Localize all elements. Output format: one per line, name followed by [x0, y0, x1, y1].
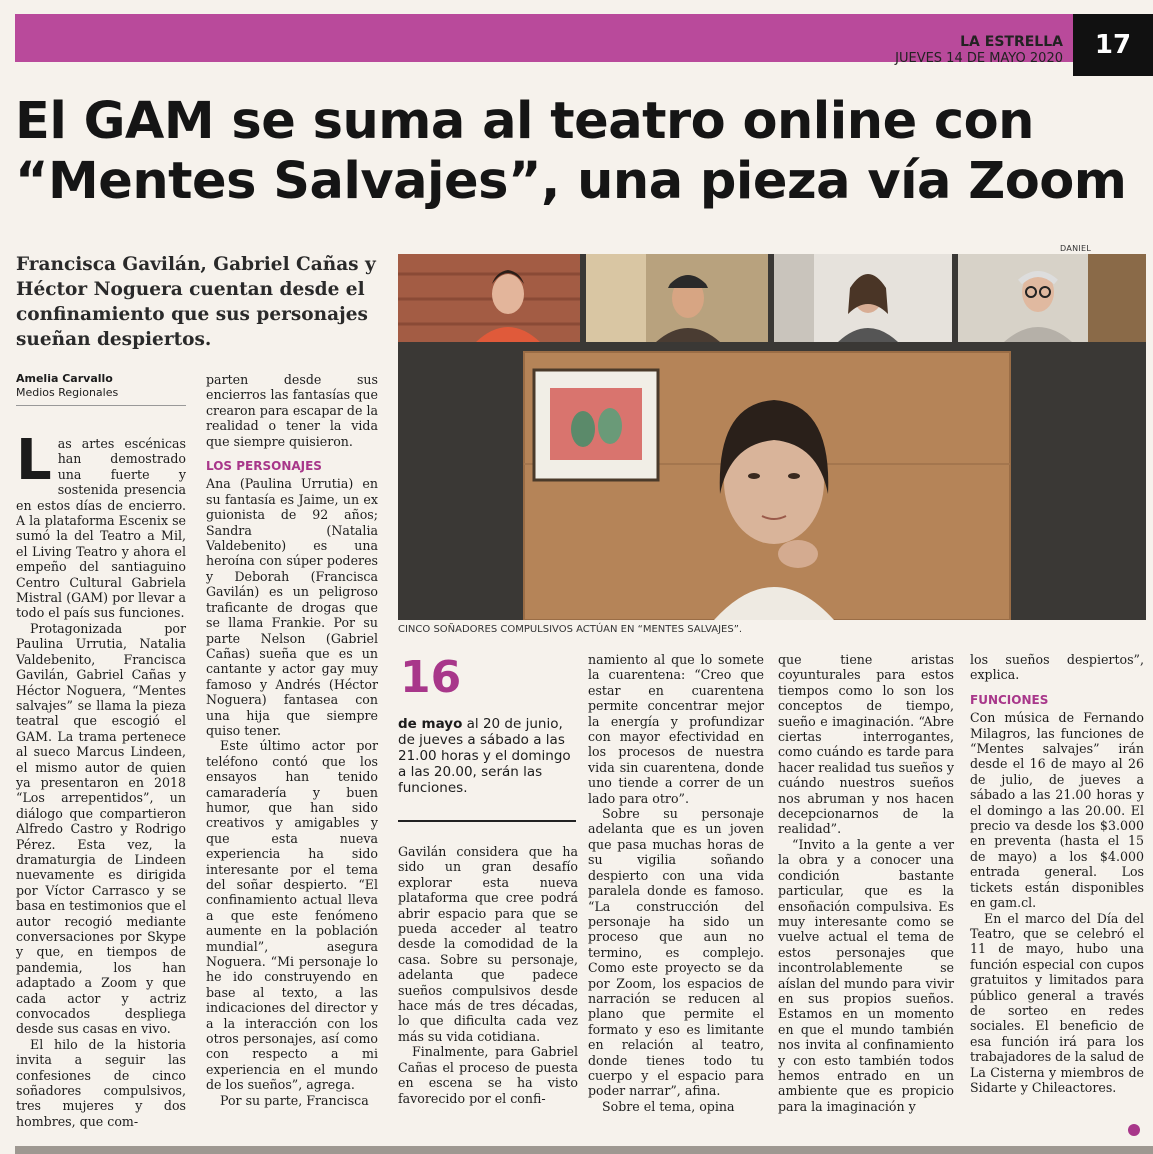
headline	[15, 92, 1145, 212]
paragraph: “Invito a la gente a ver la obra y a conocer una condición bastante particular, que es la ensoñación compulsiva. Es muy interesante como se vuelve actual el tema de estos personajes que incontrolablemente se aíslan del mundo para vivir en sus propios sueños. Estamos en un momento en que el mundo también nos invita al confinamiento y con esto también todos hemos entrado en un ambiente que es propicio para la imaginación y	[778, 836, 954, 1114]
highlight-text: de mayo al 20 de junio, de jueves a sábado a las 21.00 horas y el domingo a las 20.00, serán las funciones.	[398, 716, 571, 796]
column-2	[206, 372, 378, 1108]
column-4	[588, 652, 764, 1114]
paragraph: Gavilán considera que ha sido un gran desafío explorar esta nueva plataforma que cree podrá abrir espacio para que se pueda acceder al teatro desde la comodidad de la casa. Sobre su personaje, adelanta que padece sueños compulsivos desde hace más de tres décadas, lo que dificulta cada vez más su vida cotidiana.	[398, 844, 578, 1044]
paragraph: Sobre su personaje adelanta que es un joven que pasa muchas horas de su vigilia soñando despierto con una vida paralela donde es famoso. “La construcción del personaje ha sido un proceso que aun no termino, es complejo. Como este proyecto se da por Zoom, los espacios de narración se reducen al plano que permite el formato y eso es limitante en relación al teatro, donde tienes todo tu cuerpo y el espacio para poder narrar”, afina.	[588, 806, 764, 1099]
paragraph: Este último actor por teléfono contó que los ensayos han tenido camaradería y buen humor, que han sido creativos y amigables y que esta nueva experiencia ha sido interesante por el tema del soñar despierto. “El confinamiento actual lleva a que este fenómeno aumente en la población mundial”, asegura Noguera. “Mi personaje lo he ido construyendo en base al texto, a las indicaciones del director y a la interacción con los otros personajes, así como con respecto a mi experiencia en el mundo de los sueños”, agrega.	[206, 738, 378, 1093]
paragraph: los sueños despiertos”, explica.	[970, 652, 1144, 683]
author-outlet: Medios Regionales	[16, 386, 119, 399]
subhead: Francisca Gavilán, Gabriel Cañas y Héctor Noguera cuentan desde el confinamiento que sus personajes sueñan despiertos.	[16, 254, 376, 350]
footer-bar	[15, 1146, 1153, 1154]
section-heading-funciones: FUNCIONES	[970, 692, 1049, 707]
paragraph: El hilo de la historia invita a seguir las confesiones de cinco soñadores compulsivos, tres mujeres y dos hombres, que com-	[16, 1036, 186, 1129]
byline	[16, 372, 118, 400]
byline-divider	[16, 405, 186, 406]
paragraph: En el marco del Día del Teatro, que se celebró el 11 de mayo, hubo una función especial con cupos gratuitos y limitados para público general a través de sorteo en redes sociales. El beneficio de esa función irá para los trabajadores de la salud de La Cisterna y miembros de Sidarte y Chileactores.	[970, 910, 1144, 1095]
author-name: Amelia Carvallo	[16, 372, 113, 385]
paragraph: namiento al que lo somete la cuarentena: “Creo que estar en cuarentena permite concentrar mejor la energía y profundizar con mayor efectividad en los procesos de nuestra vida sin cuarentena, donde uno tiende a correr de un lado para otro”.	[588, 652, 764, 806]
video-tile-2	[586, 254, 768, 342]
photo-illustration	[398, 254, 1146, 620]
video-tile-1	[398, 254, 580, 342]
video-tile-main	[524, 352, 1010, 620]
dropcap: L	[16, 428, 52, 493]
publication-name: LA ESTRELLA	[960, 34, 1063, 50]
section-heading-personajes: LOS PERSONAJES	[206, 459, 322, 474]
column-6	[970, 652, 1144, 1095]
paragraph: Finalmente, para Gabriel Cañas el proceso de puesta en escena se ha visto favorecido por el confi-	[398, 1044, 578, 1106]
paragraph: Protagonizada por Paulina Urrutia, Natalia Valdebenito, Francisca Gavilán, Gabriel Cañas y Héctor Noguera, “Mentes salvajes” se llama la pieza teatral que escogió el GAM. La trama pertenece al sueco Marcus Lindeen, el mismo autor de quien ya presentaron en 2018 “Los arrepentidos”, un diálogo que compartieron Alfredo Castro y Rodrigo Pérez. Esta vez, la dramaturgia de Lindeen nuevamente es dirigida por Víctor Carrasco y se basa en testimonios que el autor recogió mediante conversaciones por Skype y que, en tiempos de pandemia, los han adaptado a Zoom y que cada actor y actriz convocados despliega desde sus casas en vivo.	[16, 620, 186, 1037]
page-number: 17	[1073, 14, 1153, 76]
column-5	[778, 652, 954, 1114]
headline-line-1: El GAM se suma al teatro online con	[15, 92, 1034, 151]
publication-date: JUEVES 14 DE MAYO 2020	[895, 51, 1063, 66]
paragraph: Ana (Paulina Urrutia) en su fantasía es Jaime, un ex guionista de 92 años; Sandra (Natalia Valdebenito) es una heroína con súper poderes y Deborah (Francisca Gavilán) es un peligroso traficante de drogas que se llama Frankie. Por su parte Nelson (Gabriel Cañas) sueña que es un cantante y actor gay muy famoso y Andrés (Héctor Noguera) fantasea con una hija que siempre quiso tener.	[206, 476, 378, 738]
paragraph: que tiene aristas coyunturales para estos tiempos como lo son los conceptos de tiempo, sueño e imaginación. “Abre ciertas interrogantes, como cuándo es tarde para hacer realidad tus sueños y cuándo nuestros sueños nos abruman y nos hacen decepcionarnos de la realidad”.	[778, 652, 954, 837]
video-tile-3	[774, 254, 952, 342]
paragraph: Las artes escénicas han demostrado una fuerte y sostenida presencia en estos días de encierro. A la plataforma Escenix se sumó la del Teatro a Mil, el Living Teatro y ahora el empeño del santiaguino Centro Cultural Gabriela Mistral (GAM) por llevar a todo el país sus funciones.	[16, 428, 186, 621]
photo-caption: CINCO SOÑADORES COMPULSIVOS ACTÚAN EN “MENTES SALVAJES”.	[398, 624, 743, 635]
end-mark-icon	[1128, 1124, 1140, 1136]
column-1	[16, 428, 186, 1129]
photo-credit: DANIEL	[1060, 244, 1092, 253]
highlight-divider	[398, 820, 576, 822]
headline-line-2: “Mentes Salvajes”, una pieza vía Zoom	[15, 152, 1127, 211]
zoom-screenshot-photo	[398, 254, 1146, 620]
paragraph: parten desde sus encierros las fantasías que crearon para escapar de la realidad o tener la vida que siempre quisieron.	[206, 372, 378, 449]
video-tile-4	[958, 254, 1146, 342]
highlight-number: 16	[400, 652, 462, 703]
paragraph: Sobre el tema, opina	[602, 1098, 735, 1114]
column-3	[398, 844, 578, 1106]
paragraph: Por su parte, Francisca	[220, 1092, 369, 1108]
paragraph: Con música de Fernando Milagros, las funciones de “Mentes salvajes” irán desde el 16 de mayo al 26 de julio, de jueves a sábado a las 21.00 horas y el domingo a las 20.00. El precio va desde los $3.000 en preventa (hasta el 15 de mayo) a los $4.000 entrada general. Los tickets están disponibles en gam.cl.	[970, 710, 1144, 911]
